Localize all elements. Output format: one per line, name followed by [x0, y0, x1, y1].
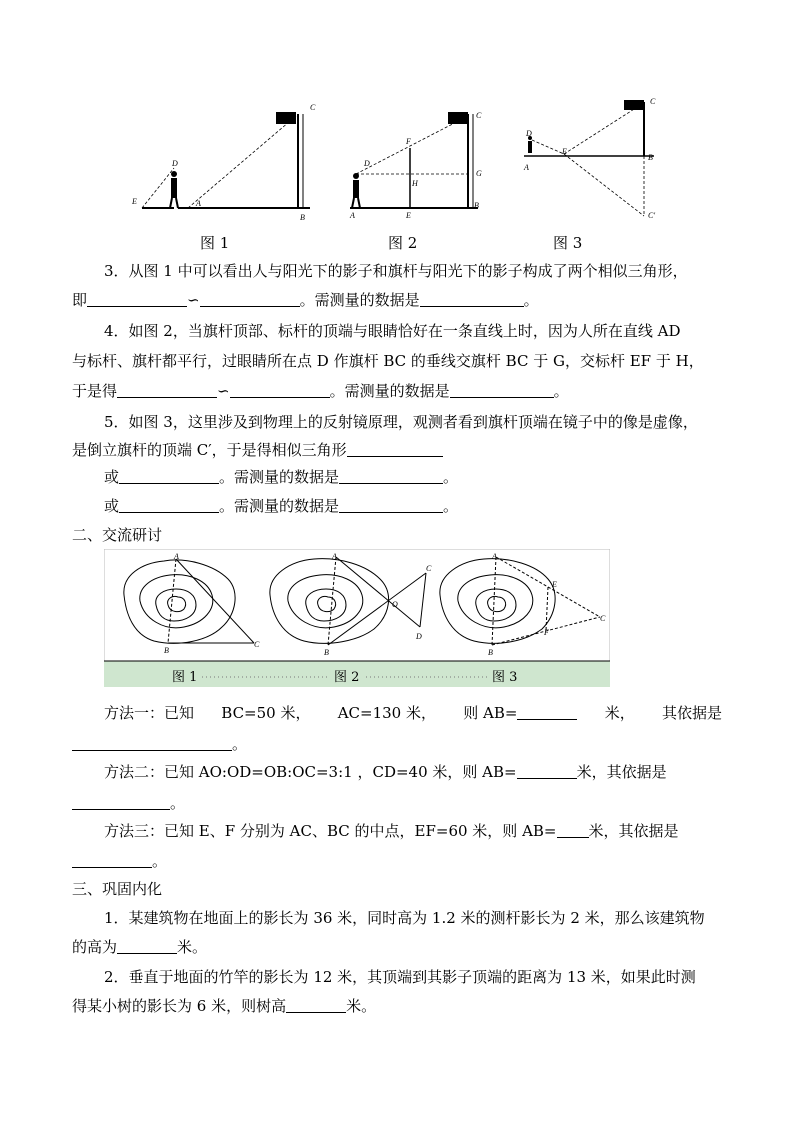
caption-fig2: 图 2 — [388, 234, 418, 252]
shadow-figures — [128, 96, 668, 226]
answer-blank[interactable] — [420, 290, 524, 307]
label-b: B — [648, 153, 653, 162]
person-icon — [170, 171, 178, 208]
label-f: F — [406, 137, 411, 146]
q4-line3: 于是得 ∽ 。需测量的数据是 。 — [72, 382, 569, 400]
answer-blank[interactable] — [347, 440, 443, 457]
q3-line2: 即 ∽ 。需测量的数据是 。 — [72, 291, 539, 309]
section2-heading: 二、交流研讨 — [72, 526, 163, 544]
method2-line1: 方法二：已知 AO:OD=OB:OC=3:1 ，CD=40 米，则 AB= 米，其依据是 — [104, 763, 667, 781]
figure-1-flagpole-shadow — [131, 103, 316, 222]
label-c-prime: C' — [648, 211, 656, 220]
label-e: E — [132, 197, 137, 206]
label-a: A — [332, 552, 337, 561]
label-b: B — [300, 213, 305, 222]
answer-blank[interactable] — [87, 290, 187, 307]
q5-line1: 5．如图 3，这里涉及到物理上的反射镜原理，观测者看到旗杆顶端在镜子中的像是虚像， — [104, 413, 698, 431]
s3-q2-line2: 得某小树的影长为 6 米，则树高 米。 — [72, 997, 377, 1015]
label-d: D — [526, 129, 532, 138]
label-a: A — [350, 211, 355, 220]
person-icon — [352, 173, 360, 208]
method3-line2: 。 — [72, 850, 167, 872]
answer-blank[interactable] — [286, 996, 346, 1013]
section3-heading: 三、巩固内化 — [72, 880, 163, 898]
method3-line1: 方法三：已知 E、F 分别为 AC、BC 的中点，EF=60 米，则 AB= 米，其依据是 — [104, 822, 679, 840]
answer-blank[interactable] — [117, 381, 217, 398]
answer-blank[interactable] — [72, 734, 232, 751]
answer-blank[interactable] — [517, 762, 577, 779]
label-a: A — [174, 552, 179, 561]
label-c: C — [310, 103, 316, 112]
answer-blank[interactable] — [557, 821, 589, 838]
s3-q2-line1: 2．垂直于地面的竹竿的影长为 12 米，其顶端到其影子顶端的距离为 13 米，如果此时测 — [104, 968, 696, 986]
label-d: D — [364, 159, 370, 168]
label-b: B — [488, 648, 493, 657]
label-f: F — [544, 628, 549, 637]
label-c: C — [254, 640, 260, 649]
label-a: A — [196, 199, 201, 208]
label-b: B — [474, 201, 479, 210]
label-c: C — [650, 97, 656, 106]
label-a: A — [524, 163, 529, 172]
label-e: E — [552, 580, 557, 589]
caption-fig2: 图 2 — [334, 670, 360, 685]
answer-blank[interactable] — [339, 496, 443, 513]
label-e: E — [406, 211, 411, 220]
label-d: D — [416, 632, 422, 641]
answer-blank[interactable] — [72, 793, 170, 810]
answer-blank[interactable] — [119, 467, 219, 484]
answer-blank[interactable] — [230, 381, 330, 398]
answer-blank[interactable] — [200, 290, 300, 307]
method1-line2: 。 — [72, 733, 247, 755]
caption-fig1: 图 1 — [172, 670, 198, 685]
q4-line1: 4．如图 2，当旗杆顶部、标杆的顶端与眼睛恰好在一条直线上时，因为人所在直线 AD — [104, 322, 681, 340]
label-c: C — [476, 111, 482, 120]
label-b: B — [164, 646, 169, 655]
answer-blank[interactable] — [339, 467, 443, 484]
figure-2-marker-pole — [349, 111, 482, 220]
caption-fig3: 图 3 — [553, 234, 583, 252]
q4-line2: 与标杆、旗杆都平行，过眼睛所在点 D 作旗杆 BC 的垂线交旗杆 BC 于 G，交标杆 EF 于 H， — [72, 352, 704, 370]
label-a: A — [492, 552, 497, 561]
q5-line4: 或 。需测量的数据是 。 — [104, 497, 459, 515]
label-d: D — [172, 159, 178, 168]
label-c: C — [426, 564, 432, 573]
method1-line1: 方法一：已知 BC=50 米， AC=130 米， 则 AB= 米， 其依据是 — [104, 704, 722, 722]
s3-q1-line1: 1．某建筑物在地面上的影长为 36 米，同时高为 1.2 米的测杆影长为 2 米，那么该建筑物 — [104, 909, 705, 927]
label-e: E — [562, 147, 567, 156]
answer-blank[interactable] — [517, 703, 577, 720]
person-icon — [528, 136, 532, 153]
caption-fig3: 图 3 — [492, 670, 518, 685]
answer-blank[interactable] — [72, 851, 152, 868]
q5-line3: 或 。需测量的数据是 。 — [104, 468, 459, 486]
q3-line1: 3．从图 1 中可以看出人与阳光下的影子和旗杆与阳光下的影子构成了两个相似三角形， — [104, 262, 688, 280]
answer-blank[interactable] — [119, 496, 219, 513]
label-b: B — [324, 648, 329, 657]
label-g: G — [476, 169, 482, 178]
figure-3-mirror — [523, 97, 656, 220]
answer-blank[interactable] — [117, 937, 177, 954]
pond-figures — [104, 549, 610, 689]
label-c: C — [600, 614, 606, 623]
q5-line2: 是倒立旗杆的顶端 C′，于是得相似三角形 — [72, 439, 443, 461]
answer-blank[interactable] — [450, 381, 554, 398]
label-o: O — [392, 600, 398, 609]
label-h: H — [412, 179, 418, 188]
s3-q1-line2: 的高为 米。 — [72, 938, 208, 956]
caption-fig1: 图 1 — [200, 234, 230, 252]
method2-line2: 。 — [72, 792, 185, 814]
